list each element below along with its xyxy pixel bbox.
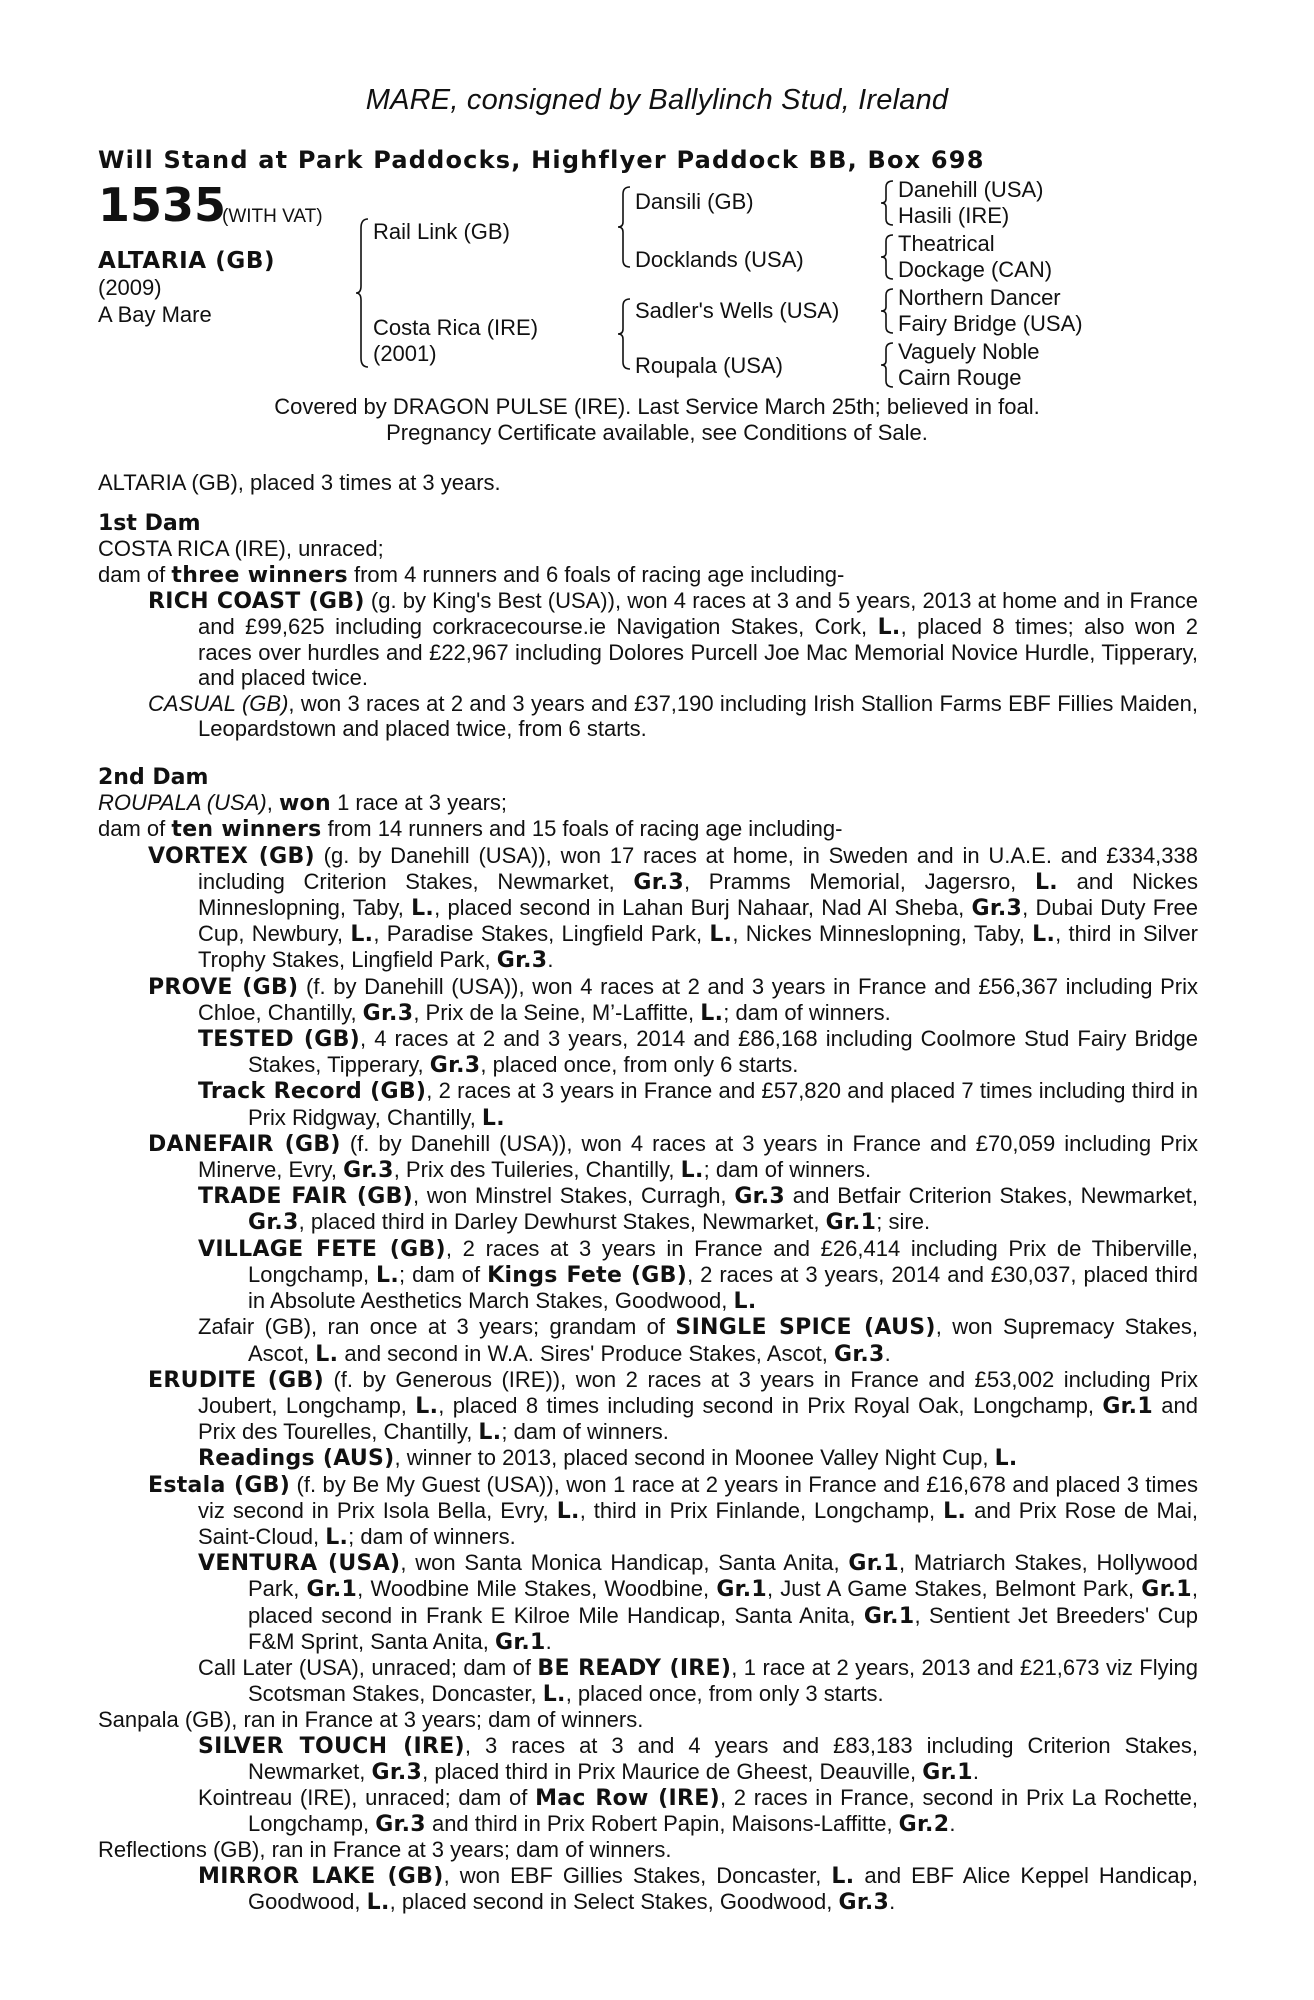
- lot-number: 1535: [98, 178, 227, 232]
- pedigree-ggp-2: Hasili (IRE): [898, 203, 1010, 228]
- list-item: Estala (GB) (f. by Be My Guest (USA)), won 1 race at 2 years in France and £16,678 and placed 3 times viz second in Prix Isola Bella, Evry, L., third in Prix Finlande, Longchamp, L. and Prix Rose de Mai, Saint-Cloud, L.; dam of winners.: [148, 1471, 1199, 1550]
- lot-vat-note: (WITH VAT): [222, 206, 323, 227]
- consignor-header: MARE, consigned by Ballylinch Stud, Ireland: [365, 84, 949, 116]
- produce-record: [98, 470, 1198, 1915]
- horse-year: (2009): [98, 275, 162, 300]
- list-item: SILVER TOUCH (IRE), 3 races at 3 and 4 years and £83,183 including Criterion Stakes, Newmarket, Gr.3, placed third in Prix Maurice de Gheest, Deauville, Gr.1.: [198, 1732, 1198, 1785]
- second-dam-heading: 2nd Dam: [98, 765, 209, 791]
- list-item: DANEFAIR (GB) (f. by Danehill (USA)), won 4 races at 3 years in France and £70,059 including Prix Minerve, Evry, Gr.3, Prix des Tuileries, Chantilly, L.; dam of winners.: [148, 1130, 1198, 1184]
- list-item: VENTURA (USA), won Santa Monica Handicap, Santa Anita, Gr.1, Matriarch Stakes, Hollywood Park, Gr.1, Woodbine Mile Stakes, Woodbine, Gr.1, Just A Game Stakes, Belmont Park, Gr.1, placed second in Frank E Kilroe Mile Handicap, Santa Anita, Gr.1, Sentient Jet Breeders' Cup F&M Sprint, Santa Anita, Gr.1.: [198, 1550, 1199, 1655]
- pedigree-sire-sire: Dansili (GB): [635, 189, 754, 214]
- horse-summary: ALTARIA (GB), placed 3 times at 3 years.: [98, 470, 501, 495]
- pedigree-bracket-dam: [617, 298, 631, 370]
- pedigree-dam-dam: Roupala (USA): [635, 353, 783, 378]
- list-item: TESTED (GB), 4 races at 2 and 3 years, 2014 and £86,168 including Coolmore Stud Fairy Bridge Stakes, Tipperary, Gr.3, placed once, from only 6 starts.: [198, 1026, 1198, 1079]
- pedigree-ggp-4: Dockage (CAN): [898, 257, 1053, 282]
- pedigree-ggp-5: Northern Dancer: [898, 285, 1061, 310]
- pedigree-dam: Costa Rica (IRE): [373, 315, 539, 340]
- pedigree-dam-sire: Sadler's Wells (USA): [635, 298, 840, 323]
- list-item: Kointreau (IRE), unraced; dam of Mac Row (IRE), 2 races in France, second in Prix La Rochette, Longchamp, Gr.3 and third in Prix Robert Papin, Maisons-Laffitte, Gr.2.: [198, 1784, 1199, 1838]
- pedigree-dam-year: (2001): [373, 341, 437, 366]
- pedigree-bracket-gg2: [880, 234, 894, 280]
- pedigree-ggp-8: Cairn Rouge: [898, 365, 1022, 390]
- pedigree-bracket-gg4: [880, 342, 894, 388]
- pregnancy-certificate-line: Pregnancy Certificate available, see Conditions of Sale.: [386, 420, 928, 445]
- pedigree-ggp-6: Fairy Bridge (USA): [898, 311, 1083, 336]
- list-item: TRADE FAIR (GB), won Minstrel Stakes, Curragh, Gr.3 and Betfair Criterion Stakes, Newmarket, Gr.3, placed third in Darley Dewhurst Stakes, Newmarket, Gr.1; sire.: [198, 1183, 1198, 1236]
- horse-description: A Bay Mare: [98, 302, 212, 327]
- pedigree-ggp-7: Vaguely Noble: [898, 339, 1040, 364]
- pedigree-bracket-gg1: [880, 180, 894, 226]
- pedigree-ggp-3: Theatrical: [898, 231, 995, 256]
- list-item: Readings (AUS), winner to 2013, placed second in Moonee Valley Night Cup, L.: [198, 1445, 1018, 1472]
- first-dam-summary: dam of three winners from 4 runners and 6 foals of racing age including-: [98, 561, 845, 588]
- list-item: Track Record (GB), 2 races at 3 years in France and £57,820 and placed 7 times including third in Prix Ridgway, Chantilly, L.: [198, 1078, 1198, 1131]
- stand-location: Will Stand at Park Paddocks, Highflyer Paddock BB, Box 698: [98, 146, 985, 174]
- list-item: Sanpala (GB), ran in France at 3 years; dam of winners.: [98, 1707, 644, 1733]
- second-dam-summary: dam of ten winners from 14 runners and 15 foals of racing age including-: [98, 816, 843, 843]
- list-item: Reflections (GB), ran in France at 3 years; dam of winners.: [98, 1837, 672, 1863]
- pedigree-bracket-main: [355, 218, 369, 368]
- second-dam-intro: ROUPALA (USA), won 1 race at 3 years;: [98, 790, 508, 817]
- covered-by-line: Covered by DRAGON PULSE (IRE). Last Service March 25th; believed in foal.: [274, 394, 1040, 419]
- horse-name: ALTARIA (GB): [98, 248, 276, 274]
- pedigree-sire-dam: Docklands (USA): [635, 247, 804, 272]
- list-item: ERUDITE (GB) (f. by Generous (IRE)), won 2 races at 3 years in France and £53,002 including Prix Joubert, Longchamp, L., placed 8 times including second in Prix Royal Oak, Longchamp, Gr.1 and Prix des Tourelles, Chantilly, L.; dam of winners.: [148, 1366, 1198, 1446]
- pedigree-bracket-sire: [617, 186, 631, 268]
- list-item: PROVE (GB) (f. by Danehill (USA)), won 4 races at 2 and 3 years in France and £56,367 including Prix Chloe, Chantilly, Gr.3, Prix de la Seine, M’-Laffitte, L.; dam of winners.: [148, 973, 1199, 1026]
- list-item: Call Later (USA), unraced; dam of BE READY (IRE), 1 race at 2 years, 2013 and £21,673 viz Flying Scotsman Stakes, Doncaster, L., placed once, from only 3 starts.: [198, 1654, 1198, 1708]
- pedigree-sire: Rail Link (GB): [373, 219, 510, 244]
- pedigree-ggp-1: Danehill (USA): [898, 177, 1044, 202]
- first-dam-intro: COSTA RICA (IRE), unraced;: [98, 536, 384, 562]
- list-item: VORTEX (GB) (g. by Danehill (USA)), won 17 races at home, in Sweden and in U.A.E. and £334,338 including Criterion Stakes, Newmarket, Gr.3, Pramms Memorial, Jagersro, L. and Nickes Minneslopning, Taby, L., placed second in Lahan Burj Nahaar, Nad Al Sheba, Gr.3, Dubai Duty Free Cup, Newbury, L., Paradise Stakes, Lingfield Park, L., Nickes Minneslopning, Taby, L., third in Silver Trophy Stakes, Lingfield Park, Gr.3.: [148, 842, 1199, 974]
- list-item: RICH COAST (GB) (g. by King's Best (USA)), won 4 races at 3 and 5 years, 2013 at home and in France and £99,625 including corkracecourse.ie Navigation Stakes, Cork, L., placed 8 times; also won 2 races over hurdles and £22,967 including Dolores Purcell Joe Mac Memorial Novice Hurdle, Tipperary, and placed twice.: [148, 587, 1198, 691]
- first-dam-heading: 1st Dam: [98, 511, 201, 537]
- list-item: MIRROR LAKE (GB), won EBF Gillies Stakes, Doncaster, L. and EBF Alice Keppel Handicap, Goodwood, L., placed second in Select Stakes, Goodwood, Gr.3.: [198, 1862, 1198, 1915]
- list-item: CASUAL (GB), won 3 races at 2 and 3 years and £37,190 including Irish Stallion Farms EBF Fillies Maiden, Leopardstown and placed twice, from 6 starts.: [148, 690, 1198, 741]
- pedigree-bracket-gg3: [880, 288, 894, 334]
- list-item: VILLAGE FETE (GB), 2 races at 3 years in France and £26,414 including Prix de Thiberville, Longchamp, L.; dam of Kings Fete (GB), 2 races at 3 years, 2014 and £30,037, placed third in Absolute Aesthetics March Stakes, Goodwood, L.: [198, 1235, 1199, 1315]
- list-item: Zafair (GB), ran once at 3 years; grandam of SINGLE SPICE (AUS), won Supremacy Stakes, Ascot, L. and second in W.A. Sires' Produce Stakes, Ascot, Gr.3.: [198, 1314, 1198, 1367]
